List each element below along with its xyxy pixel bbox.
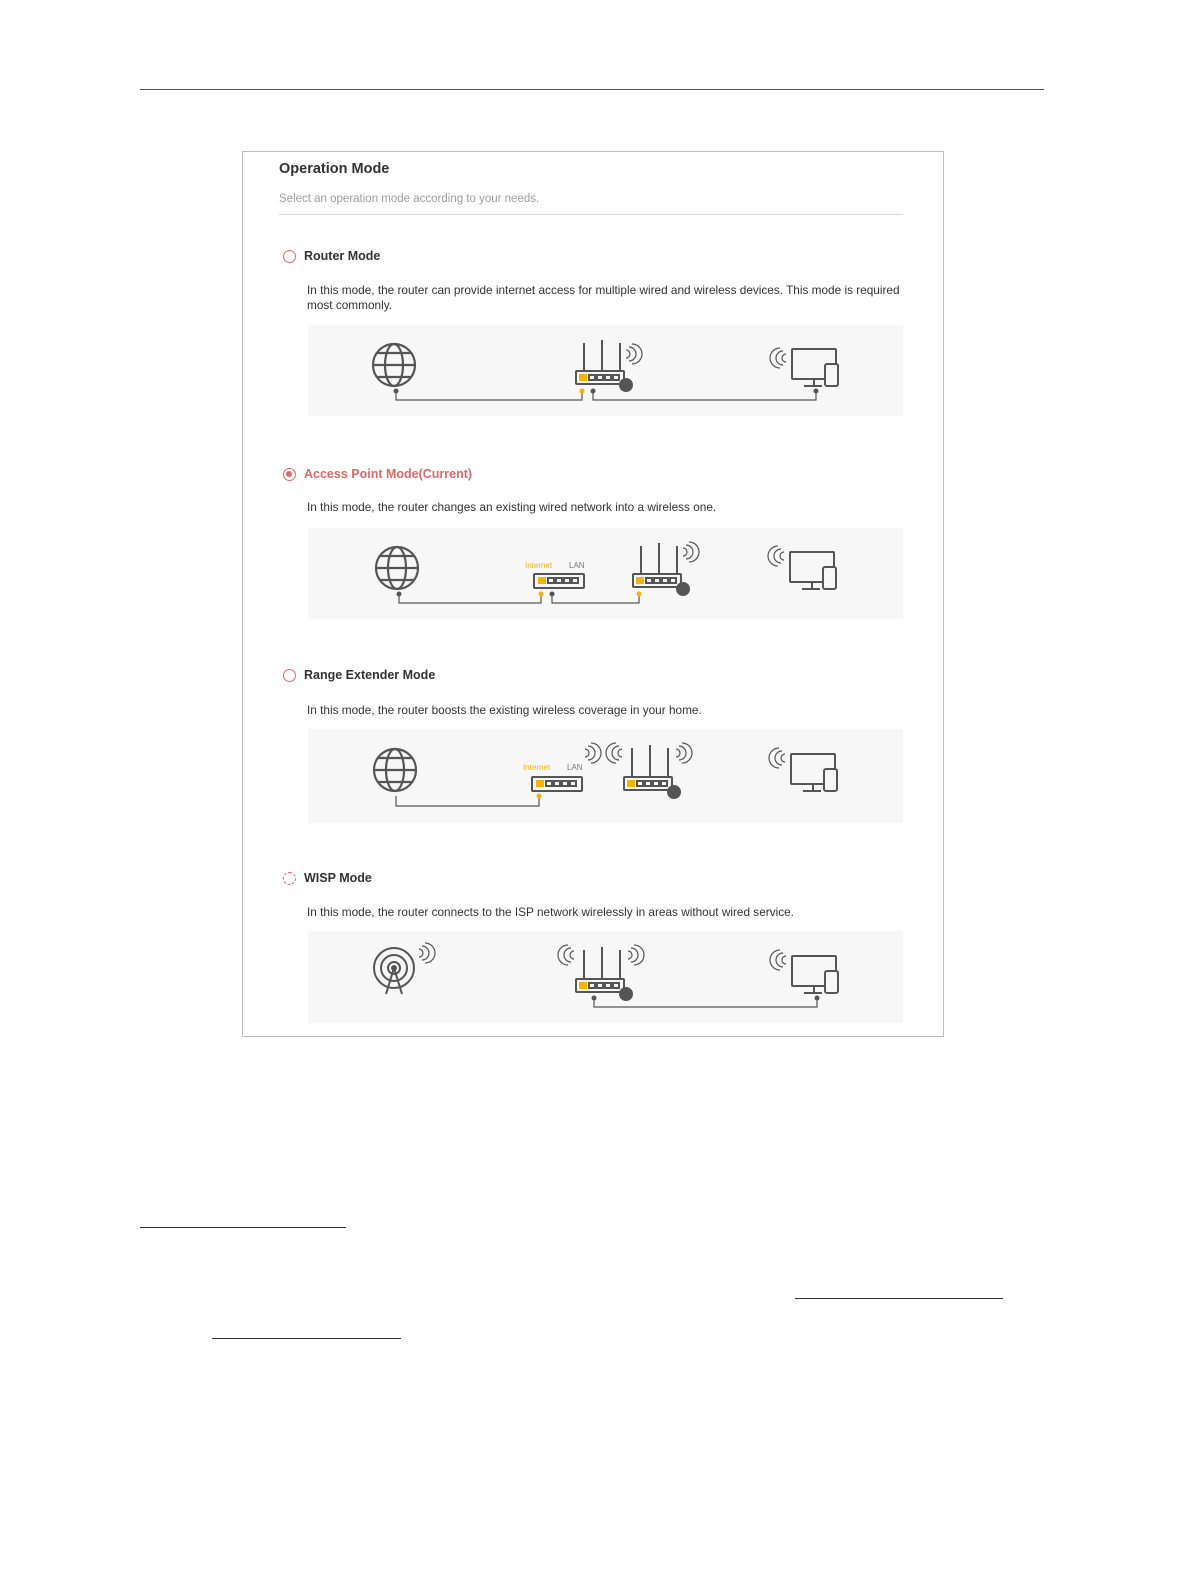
range-extender-mode-description: In this mode, the router boosts the existing wireless coverage in your home. [307, 703, 702, 717]
router-icon [558, 945, 644, 1000]
panel-title: Operation Mode [279, 161, 390, 177]
router-icon [606, 743, 692, 798]
range-extender-mode-label: Range Extender Mode [304, 668, 436, 682]
globe-icon [373, 344, 415, 386]
router-mode-diagram [308, 325, 903, 416]
access-point-mode-diagram [308, 528, 903, 619]
router-icon [576, 340, 642, 391]
range-extender-mode-diagram [308, 729, 903, 823]
hyperlink-underline[interactable] [212, 1338, 401, 1339]
footnote-separator [140, 1227, 346, 1228]
router-mode-option[interactable] [283, 249, 380, 263]
access-point-mode-label: Access Point Mode(Current) [304, 467, 473, 481]
router-icon [633, 542, 699, 595]
router-mode-description: In this mode, the router can provide internet access for multiple wired and wireless devices. This mode is required most commonly. [307, 283, 900, 312]
access-point-mode-description: In this mode, the router changes an existing wired network into a wireless one. [307, 500, 717, 514]
devices-icon [768, 546, 836, 589]
lan-port-label: LAN [569, 561, 585, 570]
wisp-mode-option[interactable] [283, 871, 372, 885]
access-point-mode-radio[interactable] [283, 468, 296, 481]
switch-icon [534, 574, 584, 588]
range-extender-mode-radio[interactable] [283, 669, 296, 682]
tower-icon [374, 943, 435, 994]
router-mode-radio[interactable] [283, 250, 296, 263]
internet-port-label: Internet [523, 763, 551, 772]
hyperlink-underline[interactable] [795, 1298, 1003, 1299]
devices-icon [769, 748, 837, 791]
internet-port-label: Internet [525, 561, 553, 570]
globe-icon [376, 547, 418, 589]
access-point-mode-option[interactable] [283, 467, 472, 481]
wisp-mode-description: In this mode, the router connects to the ISP network wirelessly in areas without wired service. [307, 905, 794, 919]
cable-lines [396, 391, 816, 400]
router-mode-label: Router Mode [304, 249, 381, 263]
devices-icon [770, 950, 838, 993]
wisp-mode-radio[interactable] [283, 872, 296, 885]
range-extender-mode-option[interactable] [283, 668, 435, 682]
panel-divider [279, 214, 903, 215]
globe-icon [374, 749, 416, 791]
cable-lines [399, 594, 639, 603]
panel-subtitle: Select an operation mode according to your needs. [279, 193, 540, 205]
wisp-mode-label: WISP Mode [304, 871, 372, 885]
devices-icon [770, 348, 838, 386]
cable-lines [396, 796, 539, 806]
wisp-mode-diagram [308, 931, 903, 1023]
page-header-rule [140, 89, 1044, 90]
lan-port-label: LAN [567, 763, 583, 772]
operation-mode-panel [242, 151, 944, 1037]
